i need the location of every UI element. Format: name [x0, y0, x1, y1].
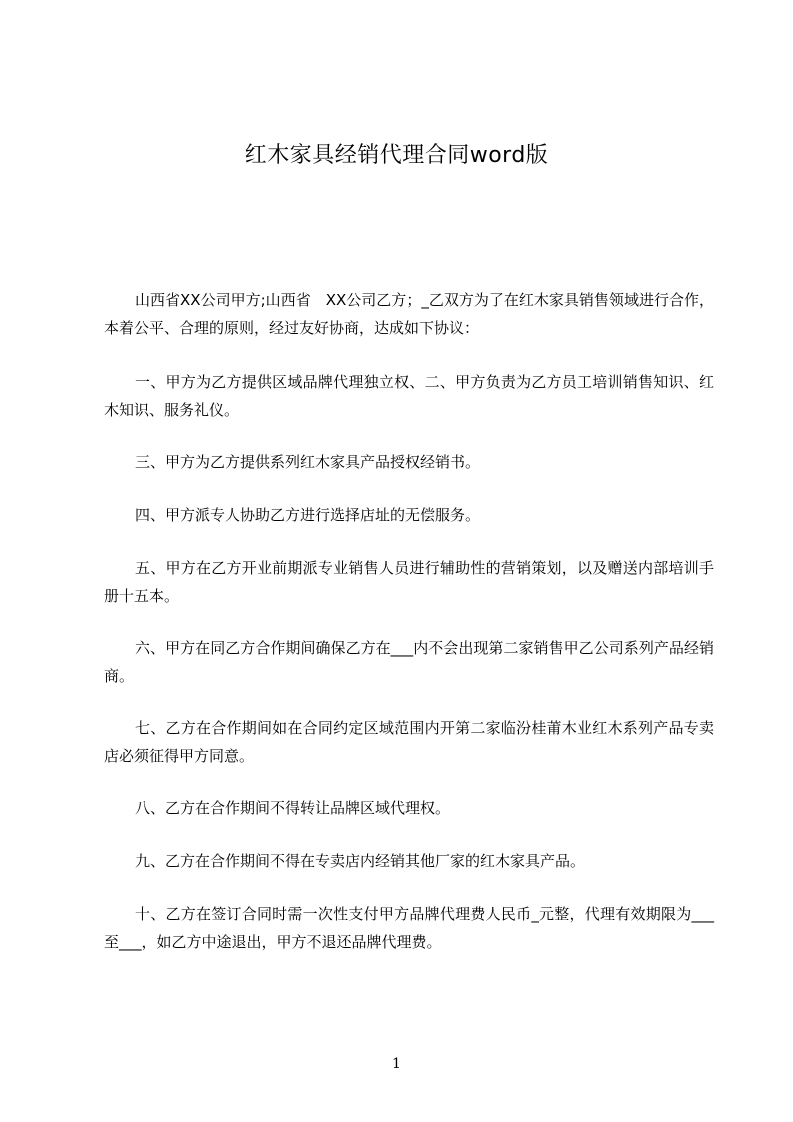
- clause-1-2: 一、甲方为乙方提供区域品牌代理独立权、二、甲方负责为乙方员工培训销售知识、红木知识、服务礼仪。: [104, 373, 714, 419]
- clause-6: 六、甲方在同乙方合作期间确保乙方在___内不会出现第二家销售甲乙公司系列产品经销商。: [104, 639, 714, 685]
- clause-8: 八、乙方在合作期间不得转让品牌区域代理权。: [135, 799, 451, 817]
- intro-paragraph: 山西省XX公司甲方;山西省 XX公司乙方；_乙双方为了在红木家具销售领域进行合作，本着公平、合理的原则，经过友好协商，达成如下协议：: [104, 291, 714, 337]
- page-number: 1: [392, 1056, 401, 1072]
- clause-10: 十、乙方在签订合同时需一次性支付甲方品牌代理费人民币_元整，代理有效期限为___至___，如乙方中途退出，甲方不退还品牌代理费。: [104, 905, 714, 951]
- clause-4: 四、甲方派专人协助乙方进行选择店址的无偿服务。: [135, 506, 481, 524]
- clause-7: 七、乙方在合作期间如在合同约定区域范围内开第二家临汾桂莆木业红木系列产品专卖店必须征得甲方同意。: [104, 719, 714, 765]
- document-title: 红木家具经销代理合同word版: [244, 143, 549, 168]
- clause-9: 九、乙方在合作期间不得在专卖店内经销其他厂家的红木家具产品。: [135, 852, 586, 870]
- clause-3: 三、甲方为乙方提供系列红木家具产品授权经销书。: [135, 453, 481, 471]
- clause-5: 五、甲方在乙方开业前期派专业销售人员进行辅助性的营销策划，以及赠送内部培训手册十五本。: [104, 559, 714, 605]
